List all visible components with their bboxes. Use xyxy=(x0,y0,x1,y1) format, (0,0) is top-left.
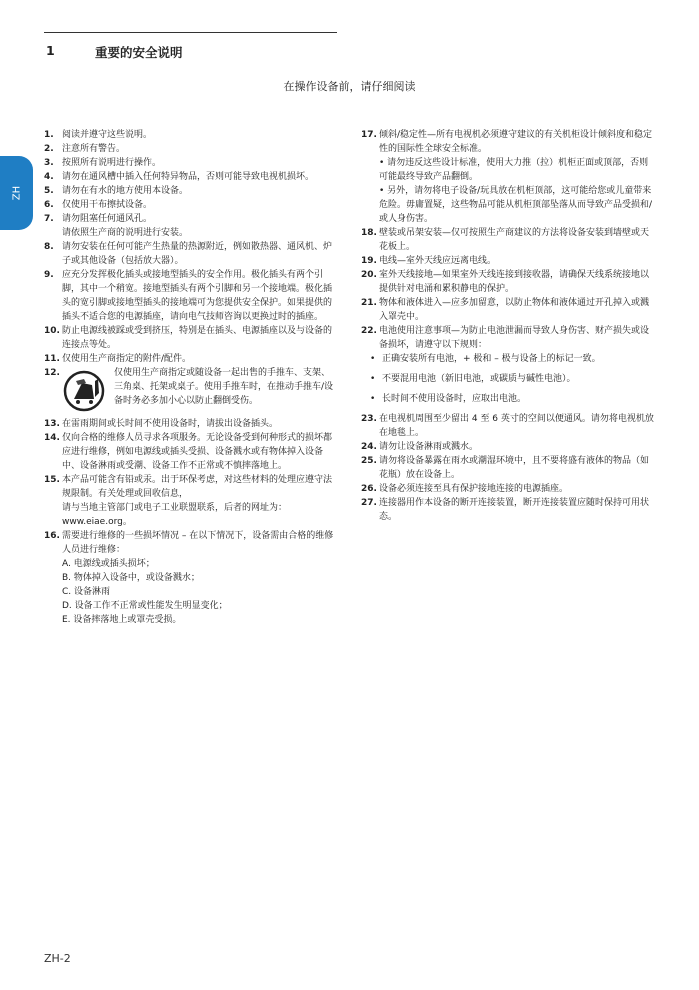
section-number: 1 xyxy=(46,43,55,58)
list-item: 17. 倾斜/稳定性—所有电视机必须遵守建议的有关机柜设计倾斜度和稳定性的国际性全球安全标准。 • 请勿违反这些设计标准，使用大力推（拉）机柜正面或顶部，否则可能最终导致产品翻倒。 • 另外，请勿将电子设备/玩具放在机柜顶部，这可能给您或儿童带来危险。毋庸置疑，这些物品可能从机柜顶部坠落从而导致产品受损和/或人身伤害。 xyxy=(361,130,653,224)
list-item: 14. 仅向合格的维修人员寻求各项服务。无论设备受到何种形式的损坏都应进行维修，例如电源线或插头受损、设备溅水或有物体掉入设备中、设备淋雨或受潮、设备工作不正常或不慎摔落地上。 xyxy=(44,433,333,471)
list-item: 19. 电线—室外天线应远离电线。 xyxy=(361,256,497,266)
page-number: ZH-2 xyxy=(44,952,71,965)
list-item: 9. 应充分发挥极化插头或接地型插头的安全作用。极化插头有两个引脚，其中一个稍宽。接地型插头有两个引脚和另一个接地端。极化插头的宽引脚或接地型插头的接地端可为您提供安全保护。如果提供的插头不适合您的电源插座，请向电气技师咨询以更换过时的插座。 xyxy=(44,270,333,322)
battery-bullet: • 正确安装所有电池，+ 极和 – 极与设备上的标记一致。 xyxy=(370,354,601,364)
top-rule xyxy=(44,32,337,33)
battery-bullet: • 不要混用电池（新旧电池，或碳质与碱性电池）。 xyxy=(370,374,576,384)
section-title: 重要的安全说明 xyxy=(95,45,183,60)
list-item: 10. 防止电源线被踩或受到挤压，特别是在插头、电源插座以及与设备的连接点等处。 xyxy=(44,326,333,350)
list-item: 6. 仅使用干布擦拭设备。 xyxy=(44,200,153,210)
list-item: 18. 壁装或吊架安装—仅可按照生产商建议的方法将设备安装到墙壁或天花板上。 xyxy=(361,228,650,252)
list-item: 26. 设备必须连接至具有保护接地连接的电源插座。 xyxy=(361,484,569,494)
list-item: 5. 请勿在有水的地方使用本设备。 xyxy=(44,186,189,196)
cart-tip-over-warning-icon xyxy=(62,367,114,417)
list-item: 2. 注意所有警告。 xyxy=(44,144,126,154)
battery-bullet: • 长时间不使用设备时，应取出电池。 xyxy=(370,394,527,404)
list-item: 21. 物体和液体进入—应多加留意，以防止物体和液体通过开孔掉入或溅入罩壳中。 xyxy=(361,298,650,322)
left-column xyxy=(44,128,334,627)
language-tab xyxy=(0,156,33,230)
list-item: 22. 电池使用注意事项—为防止电池泄漏而导致人身伤害、财产损失或设备损坏，请遵守以下规则： xyxy=(361,326,650,350)
list-item: 25. 请勿将设备暴露在雨水或潮湿环境中，且不要将盛有液体的物品（如花瓶）放在设备上。 xyxy=(361,456,650,480)
list-item-cart-warning: 12. 仅使用生产商指定或随设备一起出售的手推车、支架、三角桌、托架或桌子。使用手推车时，在推动手推车/设备时务必多加小心以防止翻倒受伤。 xyxy=(44,366,334,417)
list-item: 13. 在雷雨期间或长时间不使用设备时，请拔出设备插头。 xyxy=(44,419,279,429)
list-item: 4. 请勿在通风槽中插入任何特异物品，否则可能导致电视机损坏。 xyxy=(44,172,315,182)
language-tab-label: ZH xyxy=(11,185,22,201)
list-item: 24. 请勿让设备淋雨或溅水。 xyxy=(361,442,479,452)
section-subtitle: 在操作设备前，请仔细阅读 xyxy=(283,80,416,93)
list-item: 15. 本产品可能含有铅或汞。出于环保考虑，对这些材料的处理应遵守法规限制。有关处理或回收信息， 请与当地主管部门或电子工业联盟联系，后者的网址为：www.eiae.org。 xyxy=(44,475,333,527)
list-item: 7. 请勿阻塞任何通风孔。 请依照生产商的说明进行安装。 xyxy=(44,214,189,238)
list-item: 1. 阅读并遵守这些说明。 xyxy=(44,130,153,140)
list-item: 8. 请勿安装在任何可能产生热量的热源附近，例如散热器、通风机、炉子或其他设备（包括放大器）。 xyxy=(44,242,333,266)
list-item: 3. 按照所有说明进行操作。 xyxy=(44,158,162,168)
list-item: 23. 在电视机周围至少留出 4 至 6 英寸的空间以便通风。请勿将电视机放在地毯上。 xyxy=(361,414,654,438)
list-item: 11. 仅使用生产商指定的附件/配件。 xyxy=(44,354,192,364)
list-item: 27. 连接器用作本设备的断开连接装置，断开连接装置应随时保持可用状态。 xyxy=(361,498,650,522)
right-column xyxy=(361,128,656,524)
list-item: 20. 室外天线接地—如果室外天线连接到接收器，请确保天线系统接地以提供针对电涌和累积静电的保护。 xyxy=(361,270,650,294)
list-item: 16. 需要进行维修的一些损坏情况 – 在以下情况下，设备需由合格的维修人员进行维修： A. 电源线或插头损坏； B. 物体掉入设备中，或设备溅水； C. 设备淋雨 D. 设备工作不正常或性能发生明显变化； E. 设备摔落地上或罩壳受损。 xyxy=(44,531,334,625)
